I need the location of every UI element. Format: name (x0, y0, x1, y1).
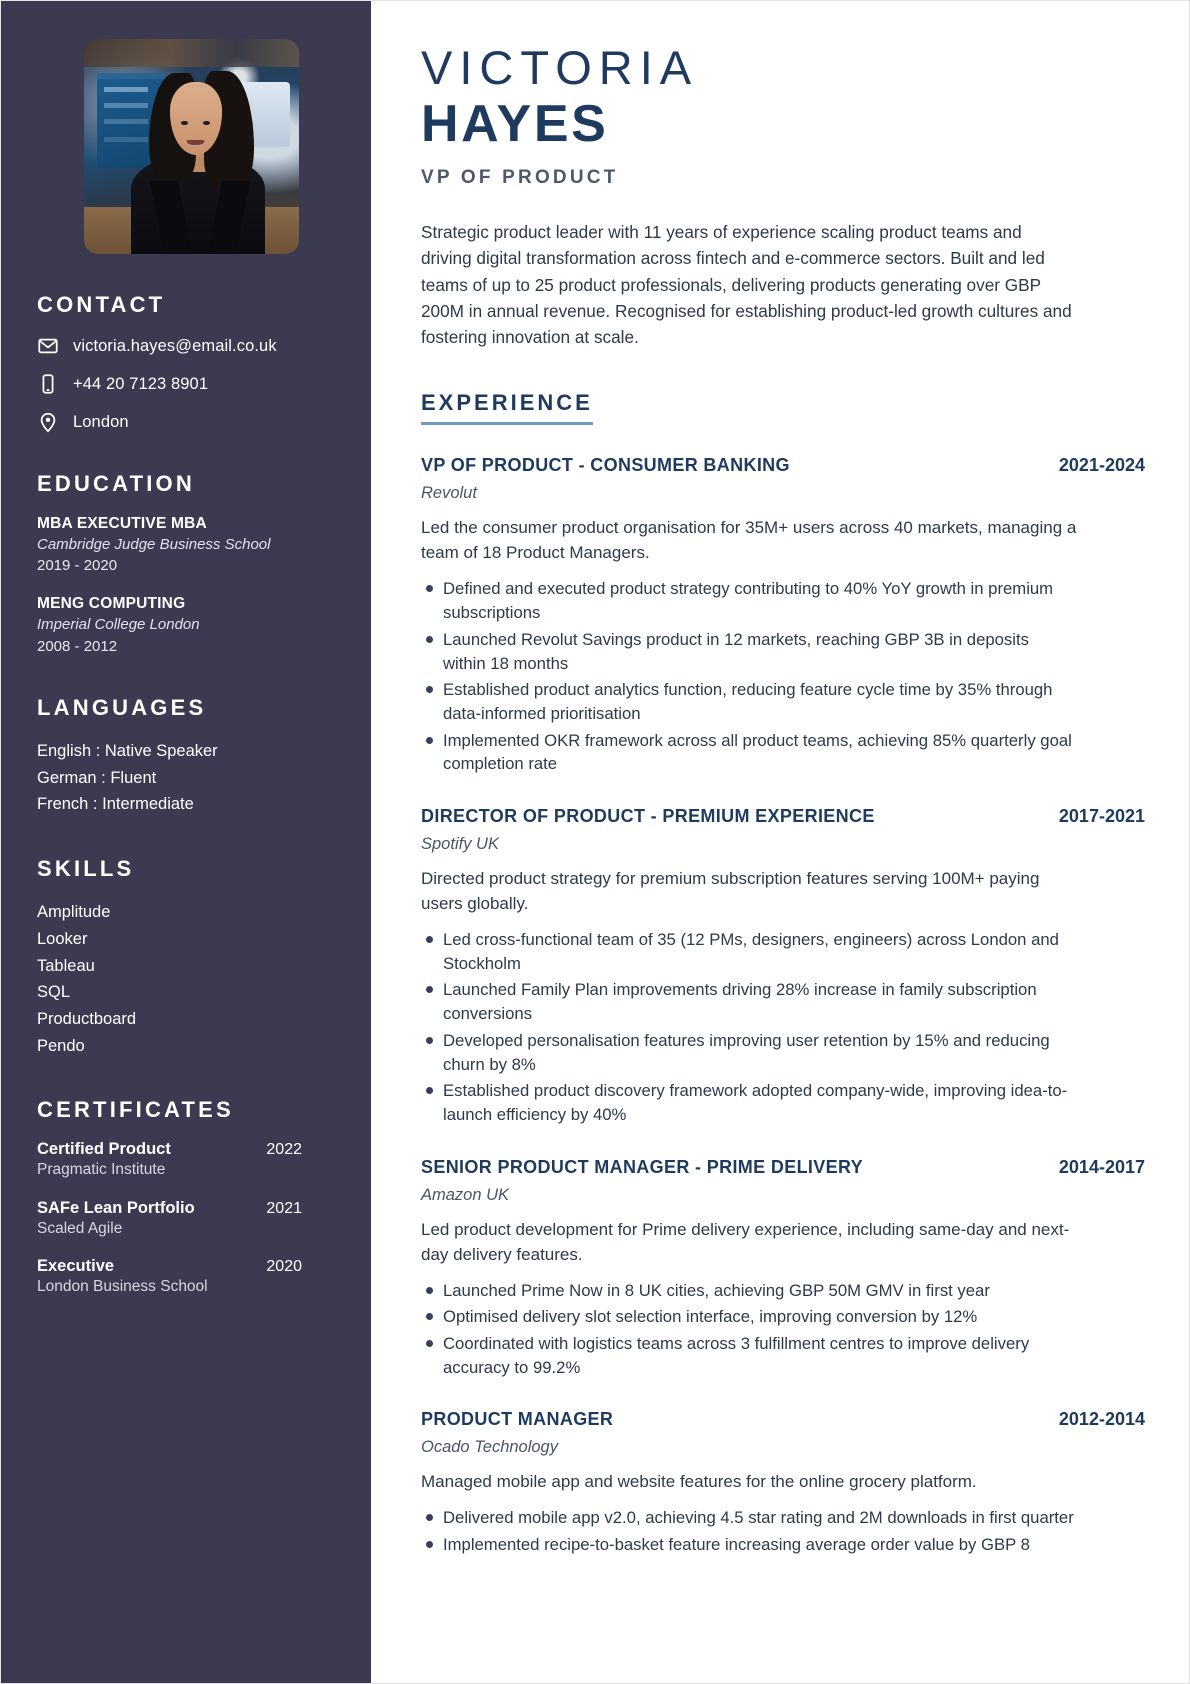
certificate-org: Pragmatic Institute (37, 1161, 166, 1179)
experience-bullet: Launched Family Plan improvements driving 28% increase in family subscription conversions (421, 978, 1076, 1025)
certificate-name: Certified Product (37, 1140, 171, 1159)
experience-bullets (421, 577, 1145, 776)
certificate-year: 2020 (266, 1258, 302, 1276)
language-item: German : Fluent (37, 768, 157, 787)
experience-dates: 2014-2017 (1058, 1156, 1145, 1177)
experience-bullet: Established product discovery framework adopted company-wide, improving idea-to-launch efficiency by 40% (421, 1079, 1076, 1126)
education-item (37, 514, 338, 576)
experience-bullet: Implemented recipe-to-basket feature increasing average order value by GBP 8 (421, 1533, 1076, 1557)
experience-bullet: Implemented OKR framework across all product teams, achieving 85% quarterly goal completion rate (421, 729, 1076, 776)
education-years: 2019 - 2020 (37, 557, 118, 575)
experience-title: DIRECTOR OF PRODUCT - PREMIUM EXPERIENCE (421, 806, 875, 827)
experience-description: Managed mobile app and website features for the online grocery platform. (421, 1472, 977, 1492)
experience-bullets (421, 1506, 1145, 1556)
experience-bullet: Developed personalisation features improving user retention by 15% and reducing churn by 8% (421, 1029, 1076, 1076)
contact-location-value: London (73, 412, 129, 431)
certificate-item (37, 1140, 338, 1181)
contact-email-value: victoria.hayes@email.co.uk (73, 336, 277, 355)
contact-location-row[interactable] (37, 411, 338, 433)
skill-item: Amplitude (37, 903, 111, 922)
experience-description: Directed product strategy for premium subscription features serving 100M+ paying users globally. (421, 869, 1040, 914)
experience-item (421, 806, 1145, 1127)
location-pin-icon (37, 411, 59, 433)
skill-item: Productboard (37, 1009, 137, 1028)
experience-title: SENIOR PRODUCT MANAGER - PRIME DELIVERY (421, 1156, 864, 1177)
main-content (371, 1, 1189, 1683)
languages-heading: LANGUAGES (37, 694, 207, 720)
phone-icon (37, 373, 59, 395)
experience-title: VP OF PRODUCT - CONSUMER BANKING (421, 455, 790, 476)
professional-summary: Strategic product leader with 11 years of experience scaling product teams and driving digital transformation across fintech and e-commerce sectors. Built and led teams of up to 25 product professionals, delivering products generating over GBP 200M in annual revenue. Recognised for establishing product-led growth cultures and fostering innovation at scale. (421, 221, 1072, 348)
job-role-subtitle: VP OF PRODUCT (421, 166, 619, 188)
education-item (37, 594, 338, 656)
experience-bullet: Coordinated with logistics teams across 3 fulfillment centres to improve delivery accuracy to 99.2% (421, 1332, 1076, 1379)
skill-item: Tableau (37, 956, 95, 975)
experience-item (421, 1157, 1145, 1380)
experience-dates: 2017-2021 (1058, 806, 1145, 827)
experience-bullet: Delivered mobile app v2.0, achieving 4.5 star rating and 2M downloads in first quarter (421, 1506, 1076, 1530)
certificate-item (37, 1257, 338, 1298)
education-school: Cambridge Judge Business School (37, 535, 271, 553)
last-name: HAYES (421, 94, 609, 153)
experience-bullet: Defined and executed product strategy contributing to 40% YoY growth in premium subscriptions (421, 577, 1076, 624)
certificate-year: 2021 (266, 1199, 302, 1217)
experience-title: PRODUCT MANAGER (421, 1409, 614, 1430)
education-heading: EDUCATION (37, 471, 195, 496)
skill-item: Looker (37, 929, 88, 948)
contact-email-row[interactable] (37, 335, 338, 357)
experience-bullets (421, 1279, 1145, 1380)
profile-photo-image (84, 39, 299, 254)
certificate-org: Scaled Agile (37, 1219, 123, 1237)
contact-heading: CONTACT (37, 292, 166, 317)
profile-photo (84, 39, 299, 254)
language-item: French : Intermediate (37, 795, 194, 814)
certificates-heading: CERTIFICATES (37, 1097, 234, 1123)
skills-heading: SKILLS (37, 856, 135, 882)
education-degree: MBA EXECUTIVE MBA (37, 515, 207, 532)
experience-bullet: Led cross-functional team of 35 (12 PMs, designers, engineers) across London and Stockholm (421, 928, 1076, 975)
language-item: English : Native Speaker (37, 741, 218, 760)
education-years: 2008 - 2012 (37, 637, 118, 655)
certificate-item (37, 1199, 338, 1240)
certificate-year: 2022 (266, 1141, 302, 1159)
contact-phone-value: +44 20 7123 8901 (73, 374, 209, 393)
experience-company: Revolut (421, 484, 477, 503)
experience-dates: 2012-2014 (1058, 1409, 1145, 1430)
experience-heading: EXPERIENCE (421, 390, 593, 425)
education-degree: MENG COMPUTING (37, 595, 186, 613)
experience-bullet: Established product analytics function, reducing feature cycle time by 35% through data-informed prioritisation (421, 678, 1076, 725)
sidebar (1, 1, 371, 1683)
experience-bullet: Launched Revolut Savings product in 12 markets, reaching GBP 3B in deposits within 18 months (421, 628, 1076, 675)
experience-item (421, 455, 1145, 776)
certificate-org: London Business School (37, 1278, 208, 1296)
contact-phone-row[interactable] (37, 373, 338, 395)
skill-item: Pendo (37, 1036, 85, 1055)
skill-item: SQL (37, 983, 71, 1002)
experience-bullet: Launched Prime Now in 8 UK cities, achieving GBP 50M GMV in first year (421, 1279, 1076, 1303)
education-school: Imperial College London (37, 616, 200, 634)
experience-bullet: Optimised delivery slot selection interface, improving conversion by 12% (421, 1305, 1076, 1329)
experience-description: Led product development for Prime delivery experience, including same-day and next-day delivery features. (421, 1219, 1070, 1264)
experience-description: Led the consumer product organisation for 35M+ users across 40 markets, managing a team of 18 Product Managers. (421, 518, 1077, 563)
experience-item (421, 1409, 1145, 1556)
certificate-name: SAFe Lean Portfolio (37, 1198, 195, 1217)
experience-company: Spotify UK (421, 835, 499, 854)
first-name: VICTORIA (421, 41, 699, 94)
experience-dates: 2021-2024 (1058, 455, 1145, 476)
certificate-name: Executive (37, 1257, 115, 1276)
experience-company: Amazon UK (421, 1185, 510, 1204)
envelope-icon (37, 335, 59, 357)
experience-company: Ocado Technology (421, 1438, 558, 1457)
experience-bullets (421, 928, 1145, 1127)
